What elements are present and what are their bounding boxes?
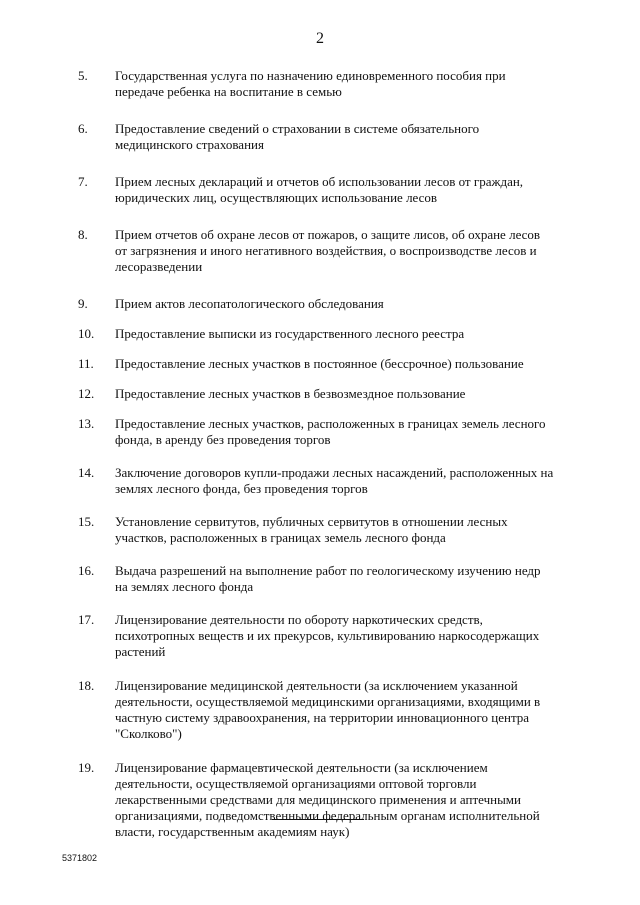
item-number: 7. bbox=[78, 174, 88, 189]
item-text: Заключение договоров купли-продажи лесных насаждений, расположенных на землях лесного фонда, без проведения торгов bbox=[115, 465, 554, 496]
item-text: Выдача разрешений на выполнение работ по геологическому изучению недр на землях лесного фонда bbox=[115, 563, 541, 594]
item-text: Лицензирование фармацевтической деятельности (за исключением деятельности, осуществляемой организациями оптовой торговли лекарственными средствами для медицинского применения и аптечными организациями, подведомственными федеральным органам исполнительной власти, государственным академиям наук) bbox=[115, 760, 540, 839]
item-text: Предоставление выписки из государственного лесного реестра bbox=[115, 326, 465, 341]
item-number: 10. bbox=[78, 326, 95, 341]
item-text: Установление сервитутов, публичных сервитутов в отношении лесных участков, расположенных в границах земель лесного фонда bbox=[115, 514, 508, 545]
item-number: 16. bbox=[78, 563, 95, 578]
list-item bbox=[0, 386, 640, 402]
item-text: Лицензирование медицинской деятельности (за исключением указанной деятельности, осуществляемой медицинскими организациями, входящими в частную систему здравоохранения, на территории инновационного центра "Сколково") bbox=[115, 678, 541, 741]
list-item bbox=[0, 326, 640, 342]
footer-divider bbox=[272, 819, 364, 820]
list-item bbox=[0, 121, 640, 153]
item-text: Государственная услуга по назначению единовременного пособия при передаче ребенка на воспитание в семью bbox=[115, 68, 506, 99]
list-item bbox=[0, 416, 640, 448]
item-number: 15. bbox=[78, 514, 95, 529]
list-item bbox=[0, 227, 640, 275]
item-number: 18. bbox=[78, 678, 95, 693]
item-number: 8. bbox=[78, 227, 88, 242]
item-text: Лицензирование деятельности по обороту наркотических средств, психотропных веществ и их прекурсов, культивированию наркосодержащих растений bbox=[115, 612, 540, 659]
item-text: Предоставление лесных участков в постоянное (бессрочное) пользование bbox=[115, 356, 524, 371]
list-item bbox=[0, 68, 640, 100]
item-number: 14. bbox=[78, 465, 95, 480]
list-item bbox=[0, 612, 640, 660]
item-text: Прием отчетов об охране лесов от пожаров, о защите лисов, об охране лесов от загрязнения и иного негативного воздействия, о воспроизводстве лесов и лесоразведении bbox=[115, 227, 541, 274]
item-number: 13. bbox=[78, 416, 95, 431]
item-text: Предоставление лесных участков, расположенных в границах земель лесного фонда, в аренду без проведения торгов bbox=[115, 416, 546, 447]
list-item bbox=[0, 563, 640, 595]
item-text: Прием актов лесопатологического обследования bbox=[115, 296, 384, 311]
item-number: 17. bbox=[78, 612, 95, 627]
list-item bbox=[0, 465, 640, 497]
item-number: 11. bbox=[78, 356, 94, 371]
list-item bbox=[0, 760, 640, 840]
list-item bbox=[0, 174, 640, 206]
list-item bbox=[0, 514, 640, 546]
list-item bbox=[0, 678, 640, 742]
services-list bbox=[0, 68, 640, 840]
item-number: 9. bbox=[78, 296, 88, 311]
list-item bbox=[0, 296, 640, 312]
item-text: Предоставление лесных участков в безвозмездное пользование bbox=[115, 386, 466, 401]
item-text: Прием лесных деклараций и отчетов об использовании лесов от граждан, юридических лиц, осуществляющих использование лесов bbox=[115, 174, 524, 205]
item-text: Предоставление сведений о страховании в системе обязательного медицинского страхования bbox=[115, 121, 480, 152]
page-number: 2 bbox=[316, 30, 324, 47]
document-code: 5371802 bbox=[62, 853, 98, 863]
item-number: 6. bbox=[78, 121, 88, 136]
list-item bbox=[0, 356, 640, 372]
item-number: 5. bbox=[78, 68, 88, 83]
item-number: 12. bbox=[78, 386, 95, 401]
item-number: 19. bbox=[78, 760, 95, 775]
